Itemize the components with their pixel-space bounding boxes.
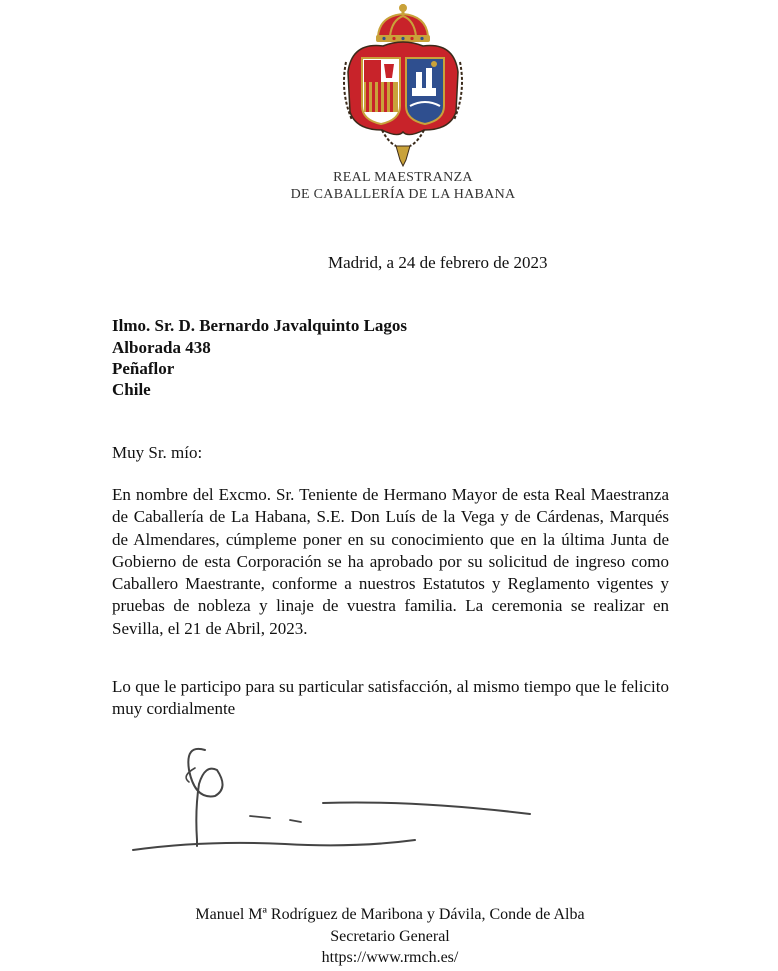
handwritten-signature-icon — [125, 740, 545, 865]
pendant-icon — [382, 130, 424, 166]
shield-right-icon — [406, 58, 444, 124]
recipient-city: Peñaflor — [112, 359, 175, 378]
shield-left-icon — [362, 58, 400, 124]
signer-name: Manuel Mª Rodríguez de Maribona y Dávila, Conde de Alba — [195, 906, 585, 923]
body-paragraph-2: Lo que le participo para su particular satisfacción, al mismo tiempo que le felicito muy cordialmente — [112, 677, 669, 719]
coat-of-arms-icon — [338, 2, 468, 170]
website-link[interactable]: https://www.rmch.es/ — [321, 949, 459, 966]
body-paragraph-1: En nombre del Excmo. Sr. Teniente de Hermano Mayor de esta Real Maestranza de Caballería de La Habana, S.E. Don Luís de la Vega y de Cárdenas, Marqués de Almendares, cúmpleme poner en su conocimiento que en la última Junta de Gobierno de esta Corporación se ha aprobado por su solicitud de ingreso como Caballero Maestrante, conforme a nuestros Estatutos y Reglamento vigentes y pruebas de nobleza y linaje de vuestra familia. La ceremonia se realizar en Sevilla, el 21 de Abril, 2023. — [112, 485, 669, 638]
recipient-country: Chile — [112, 380, 151, 399]
org-name-line1: REAL MAESTRANZA — [333, 170, 473, 185]
date-line: Madrid, a 24 de febrero de 2023 — [328, 253, 548, 272]
crown-icon — [376, 4, 430, 42]
recipient-name: Ilmo. Sr. D. Bernardo Javalquinto Lagos — [112, 316, 408, 335]
org-name-line2: DE CABALLERÍA DE LA HABANA — [290, 187, 516, 202]
recipient-street: Alborada 438 — [112, 338, 211, 357]
signer-title: Secretario General — [330, 928, 450, 945]
greeting: Muy Sr. mío: — [112, 443, 203, 462]
